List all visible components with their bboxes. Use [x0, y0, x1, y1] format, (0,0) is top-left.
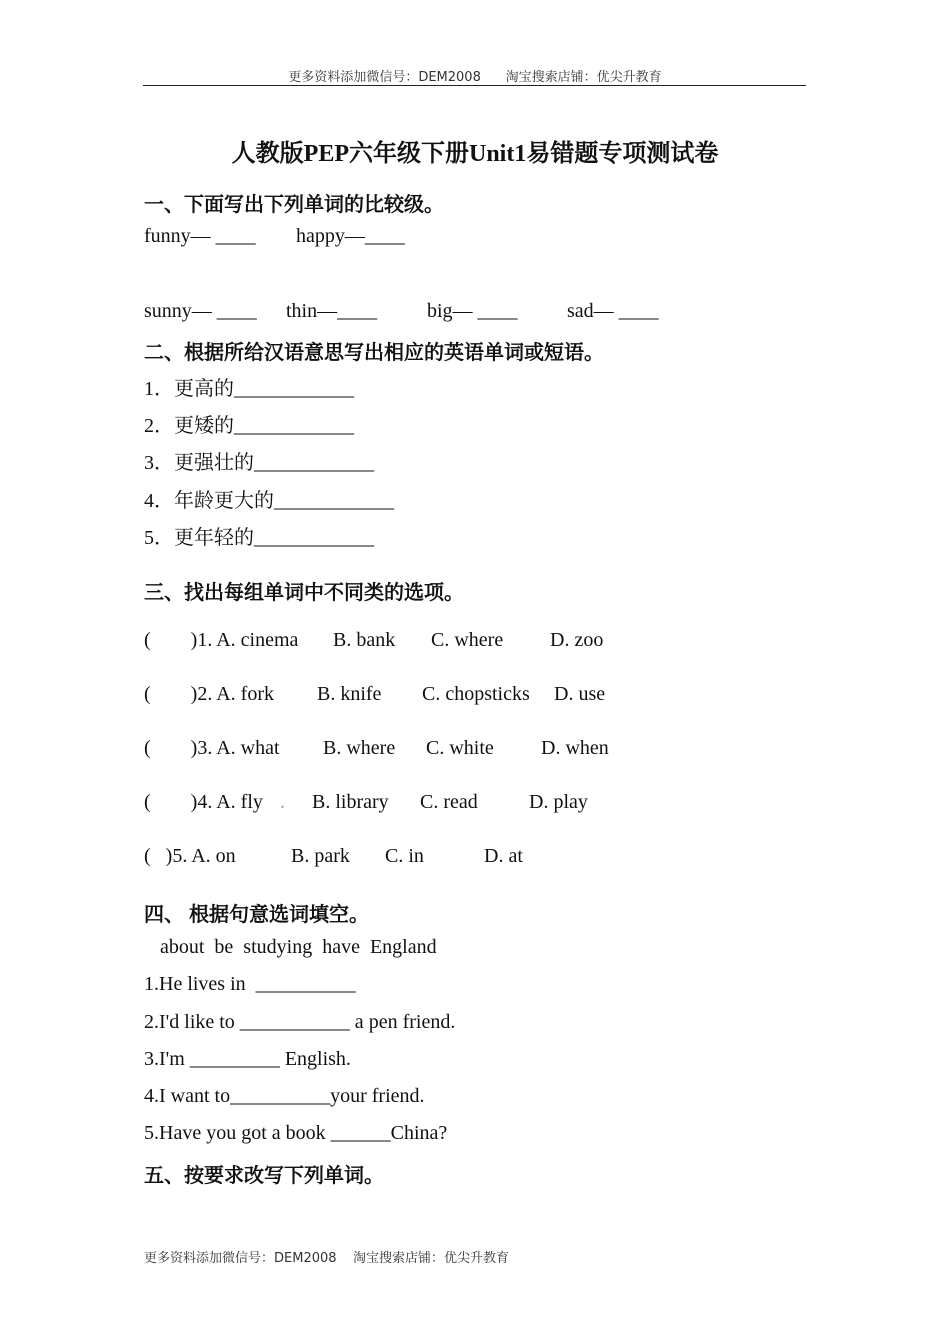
page-footer: 更多资料添加微信号：DEM2008 淘宝搜索店铺：优尖升教育: [144, 1251, 510, 1266]
comparative-item: big— ____: [427, 300, 518, 322]
translation-item: 3．更强壮的____________: [144, 452, 374, 474]
question-5-option-c: C. in: [385, 845, 424, 867]
question-3-option-c: C. white: [426, 737, 494, 759]
translation-item: 1．更高的____________: [144, 378, 354, 400]
question-1-option-d: D. zoo: [550, 629, 604, 651]
comparative-item: funny— ____: [144, 225, 256, 247]
question-1-stem: ( )1. A. cinema: [144, 629, 299, 651]
question-3-option-d: D. when: [541, 737, 609, 759]
fill-blank-item: 4.I want to__________your friend.: [144, 1085, 425, 1107]
section-5-heading: 五、按要求改写下列单词。: [144, 1165, 384, 1187]
page-title: 人教版PEP六年级下册Unit1易错题专项测试卷: [231, 141, 719, 167]
section-4-heading: 四、 根据句意选词填空。: [144, 904, 369, 926]
translation-item: 5．更年轻的____________: [144, 527, 374, 549]
fill-blank-item: 5.Have you got a book ______China?: [144, 1122, 448, 1144]
comparative-item: sunny— ____: [144, 300, 257, 322]
section-1-heading: 一、下面写出下列单词的比较级。: [144, 194, 444, 216]
question-3-option-b: B. where: [323, 737, 396, 759]
question-5-option-b: B. park: [291, 845, 350, 867]
question-3-stem: ( )3. A. what: [144, 737, 280, 759]
section-3-heading: 三、找出每组单词中不同类的选项。: [144, 582, 464, 604]
question-4-option-b: B. library: [312, 791, 389, 813]
translation-item: 2．更矮的____________: [144, 415, 354, 437]
question-4-mark: .: [280, 791, 285, 813]
question-5-stem: ( )5. A. on: [144, 845, 236, 867]
comparative-item: thin—____: [286, 300, 378, 322]
question-2-stem: ( )2. A. fork: [144, 683, 274, 705]
question-4-option-c: C. read: [420, 791, 478, 813]
comparative-item: sad— ____: [567, 300, 659, 322]
section-2-heading: 二、根据所给汉语意思写出相应的英语单词或短语。: [144, 342, 604, 364]
question-1-option-c: C. where: [431, 629, 504, 651]
header-divider: [143, 85, 806, 86]
question-2-option-c: C. chopsticks: [422, 683, 530, 705]
question-1-option-b: B. bank: [333, 629, 396, 651]
question-4-option-d: D. play: [529, 791, 588, 813]
fill-blank-item: 1.He lives in __________: [144, 973, 356, 995]
page-header: 更多资料添加微信号：DEM2008 淘宝搜索店铺：优尖升教育: [288, 70, 662, 85]
translation-item: 4．年龄更大的____________: [144, 490, 394, 512]
question-2-option-b: B. knife: [317, 683, 382, 705]
fill-blank-item: 2.I'd like to ___________ a pen friend.: [144, 1011, 456, 1033]
fill-blank-item: 3.I'm _________ English.: [144, 1048, 351, 1070]
question-5-option-d: D. at: [484, 845, 523, 867]
word-bank: about be studying have England: [160, 936, 437, 958]
question-2-option-d: D. use: [554, 683, 606, 705]
comparative-item: happy—____: [296, 225, 405, 247]
question-4-stem: ( )4. A. fly: [144, 791, 263, 813]
